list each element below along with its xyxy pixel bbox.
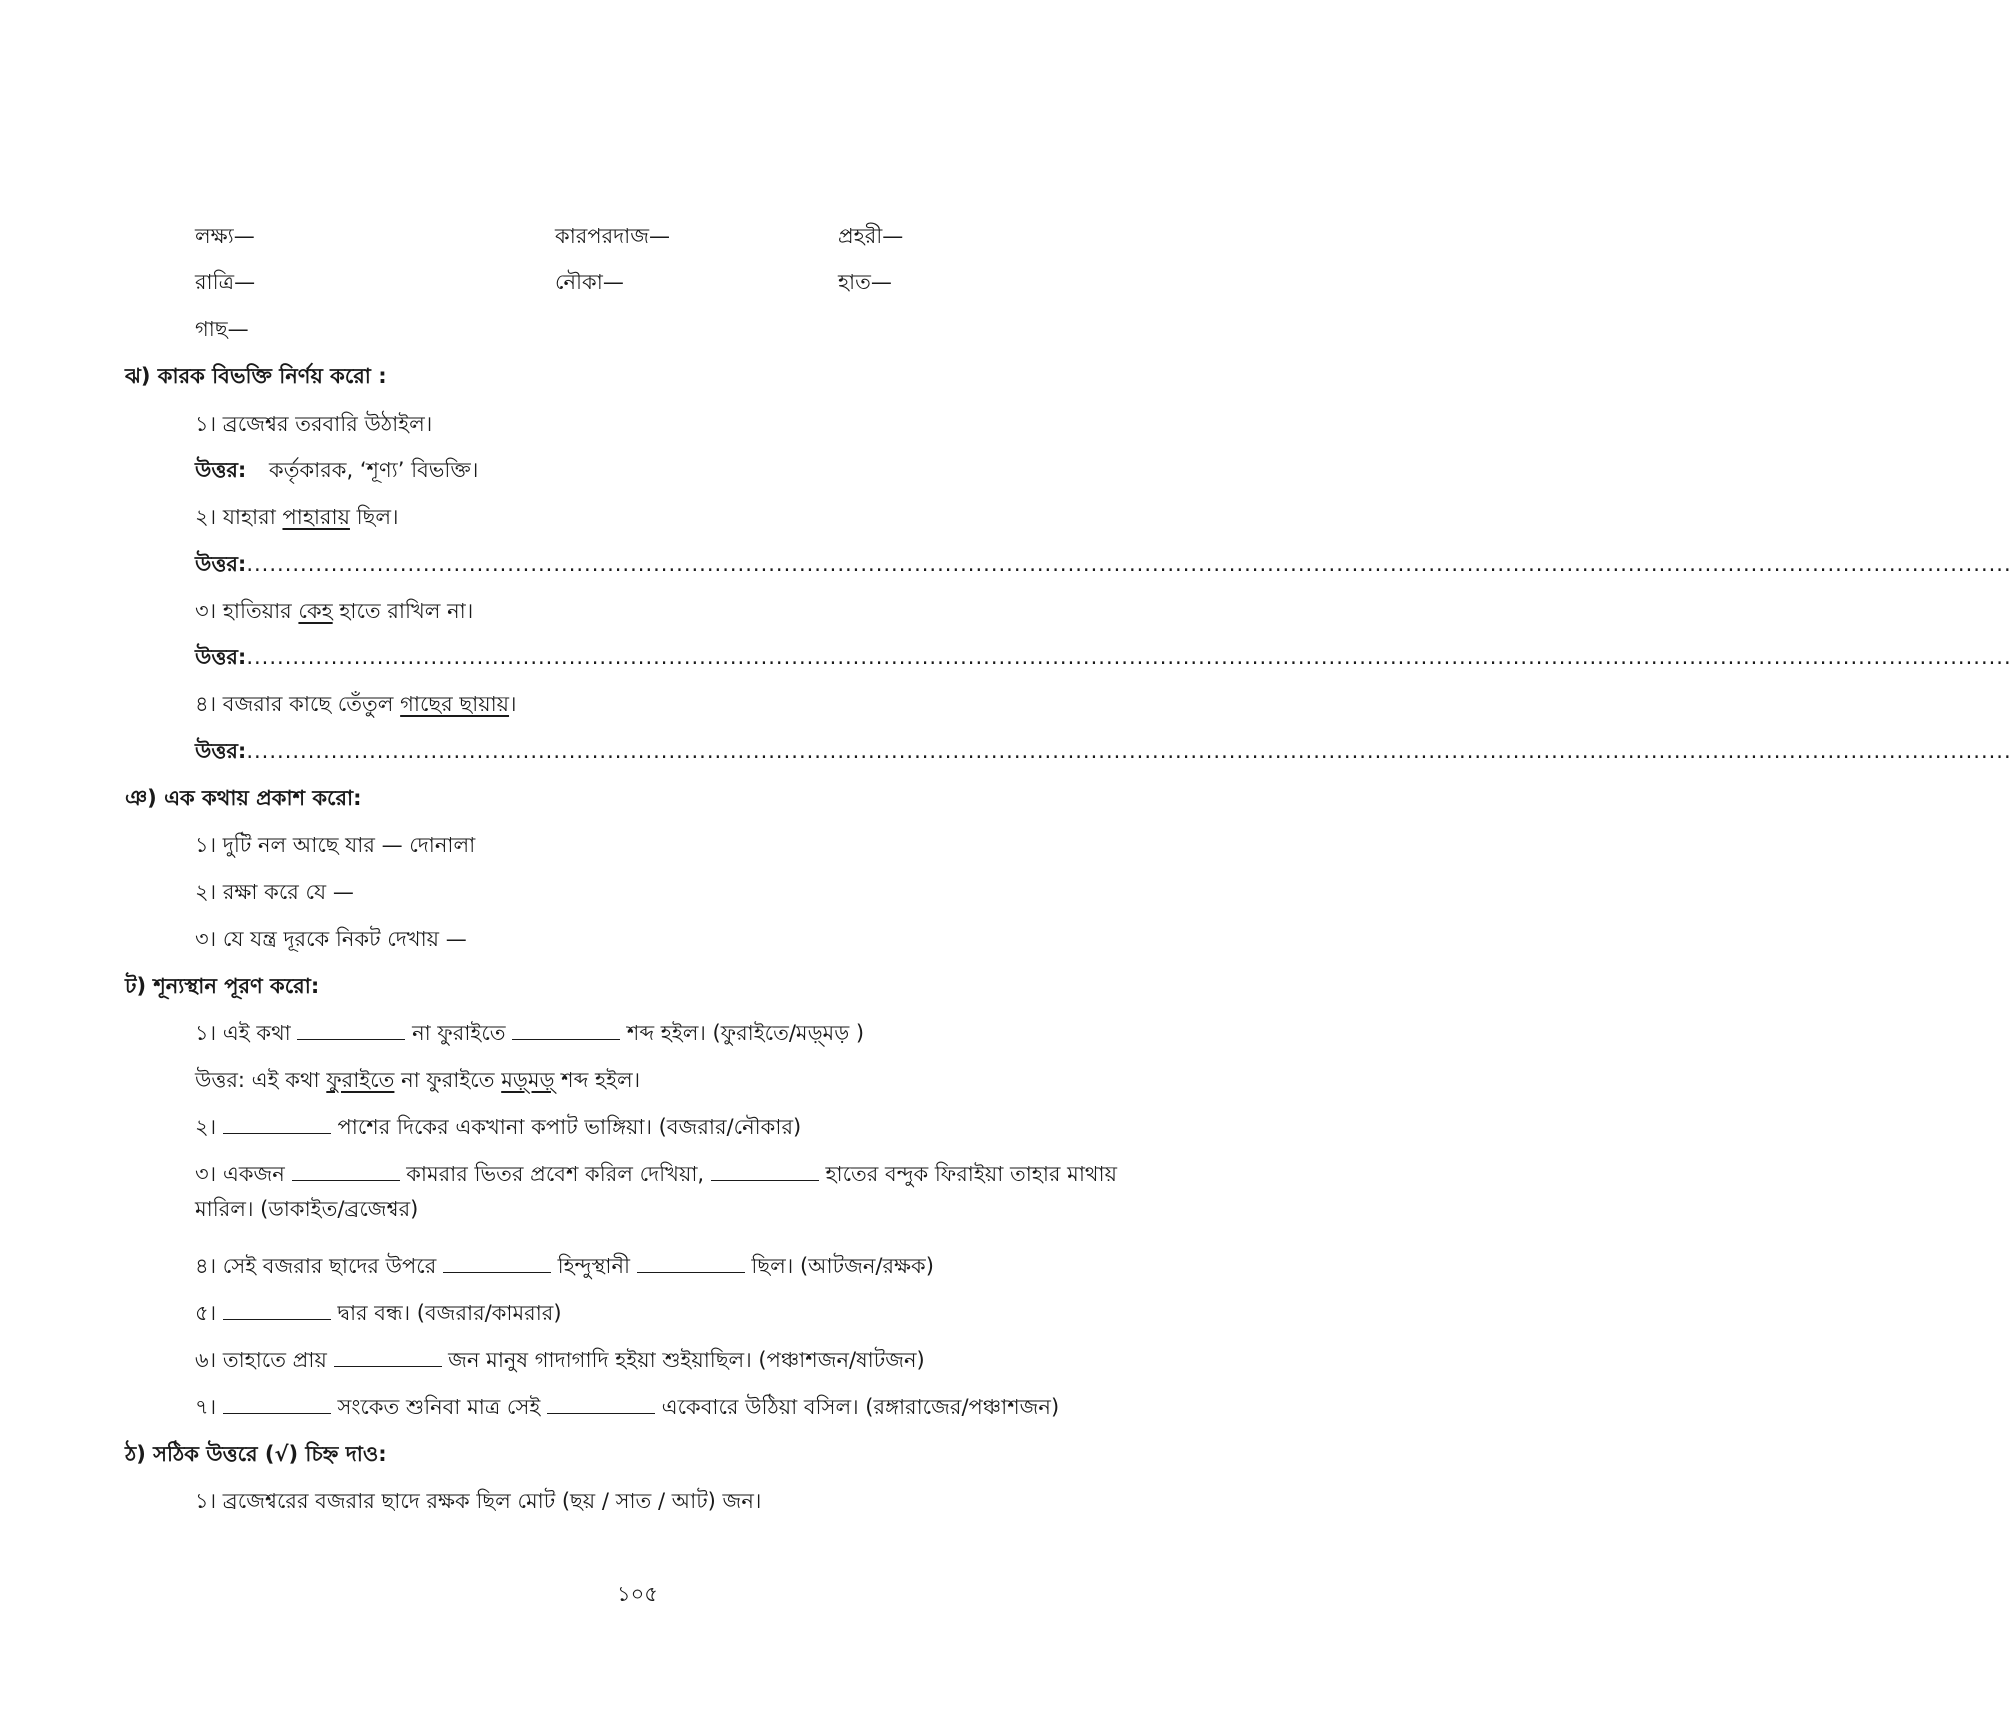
- q-text: না ফুরাইতে: [405, 1021, 513, 1045]
- q-text: দ্বার বন্ধ। (বজরার/কামরার): [330, 1301, 562, 1325]
- karak-answer-4: [195, 737, 2012, 765]
- a-text: শব্দ হইল।: [554, 1068, 641, 1092]
- blank-line: [223, 1301, 331, 1320]
- answer-label: উত্তর:: [195, 739, 247, 763]
- fill-question-1: [195, 1019, 864, 1047]
- ek-kothay-item-3: ৩। যে যন্ত্র দূরকে নিকট দেখায় —: [195, 927, 467, 951]
- q-text: ৪। সেই বজরার ছাদের উপরে: [195, 1254, 443, 1278]
- fill-question-6: [195, 1346, 925, 1374]
- word-lakkhya: লক্ষ্য—: [195, 224, 255, 248]
- word-prohori: প্রহরী—: [838, 224, 904, 248]
- q-text: শব্দ হইল। (ফুরাইতে/মড়্মড় ): [620, 1021, 865, 1045]
- q-text: ২। যাহারা: [195, 505, 283, 529]
- blank-line: [547, 1395, 655, 1414]
- fill-question-5: [195, 1299, 562, 1327]
- word-hat: হাত—: [838, 270, 892, 294]
- blank-line: [297, 1021, 405, 1040]
- fill-question-2: [195, 1113, 801, 1141]
- section-heading-karak: ঝ) কারক বিভক্তি নির্ণয় করো :: [125, 364, 387, 388]
- karak-answer-1: [195, 456, 478, 484]
- fill-question-4: [195, 1252, 934, 1280]
- q-text: ৭।: [195, 1395, 223, 1419]
- answer-label: উত্তর:: [195, 645, 247, 669]
- a-underlined: মড়্মড়্: [501, 1068, 555, 1092]
- q-text: ৩। একজন: [195, 1162, 292, 1186]
- ek-kothay-item-2: ২। রক্ষা করে যে —: [195, 880, 354, 904]
- blank-line: [334, 1348, 442, 1367]
- q-text: কামরার ভিতর প্রবেশ করিল দেখিয়া,: [399, 1162, 711, 1186]
- q-text: ৩। হাতিয়ার: [195, 599, 299, 623]
- fill-question-3-continued: মারিল। (ডাকাইত/ব্রজেশ্বর): [195, 1197, 419, 1221]
- blank-line: [711, 1162, 819, 1181]
- q-text: হাতে রাখিল না।: [332, 599, 474, 623]
- q-text: ৪। বজরার কাছে তেঁতুল: [195, 692, 401, 716]
- a-text: না ফুরাইতে: [394, 1068, 502, 1092]
- answer-label: উত্তর:: [195, 552, 247, 576]
- fill-answer-1: [195, 1066, 640, 1094]
- blank-line: [512, 1021, 620, 1040]
- q-text: ছিল।: [349, 505, 399, 529]
- word-nouka: নৌকা—: [555, 270, 624, 294]
- page-number: ১০৫: [617, 1582, 658, 1606]
- q-text: জন মানুষ গাদাগাদি হইয়া শুইয়াছিল। (পঞ্চাশজন/ষাটজন): [441, 1348, 925, 1372]
- q-text: ২।: [195, 1115, 223, 1139]
- q-text: ৫।: [195, 1301, 223, 1325]
- q-underlined: গাছের ছায়ায়: [400, 692, 510, 716]
- fill-question-3: [195, 1160, 1117, 1188]
- q-text: একেবারে উঠিয়া বসিল। (রঙ্গারাজের/পঞ্চাশজন): [654, 1395, 1060, 1419]
- blank-line: [443, 1254, 551, 1273]
- q-text: ।: [509, 692, 517, 716]
- blank-line: [223, 1115, 331, 1134]
- q-underlined: কেহ: [298, 599, 333, 623]
- ek-kothay-item-1: ১। দুটি নল আছে যার — দোনালা: [195, 833, 476, 857]
- blank-line: [223, 1395, 331, 1414]
- karak-question-1: ১। ব্রজেশ্বর তরবারি উঠাইল।: [195, 412, 433, 436]
- section-heading-sothik-uttor: ঠ) সঠিক উত্তরে (√) চিহ্ন দাও:: [125, 1442, 387, 1466]
- section-heading-ek-kothay: ঞ) এক কথায় প্রকাশ করো:: [125, 786, 362, 810]
- answer-dotted-line: ......................................................................................................................................................................................................................................: [246, 739, 2012, 763]
- q-text: ১। এই কথা: [195, 1021, 298, 1045]
- section-heading-shunyasthan: ট) শূন্যস্থান পূরণ করো:: [125, 974, 320, 998]
- q-text: ছিল। (আটজন/রক্ষক): [744, 1254, 934, 1278]
- karak-question-3: [195, 597, 473, 625]
- q-text: ৬। তাহাতে প্রায়: [195, 1348, 334, 1372]
- fill-question-7: [195, 1393, 1059, 1421]
- word-karpardaj: কারপরদাজ—: [555, 224, 671, 248]
- q-underlined: পাহারায়: [282, 505, 350, 529]
- karak-question-2: [195, 503, 399, 531]
- karak-question-4: [195, 690, 517, 718]
- answer-dotted-line: ......................................................................................................................................................................................................................................: [246, 645, 2012, 669]
- a-underlined: ফুরাইতে: [326, 1068, 395, 1092]
- karak-answer-3: [195, 643, 2012, 671]
- q-text: হাতের বন্দুক ফিরাইয়া তাহার মাথায়: [818, 1162, 1117, 1186]
- karak-answer-2: [195, 550, 2012, 578]
- tick-question-1: ১। ব্রজেশ্বরের বজরার ছাদে রক্ষক ছিল মোট (ছয় / সাত / আট) জন।: [195, 1489, 762, 1513]
- answer-label: উত্তর:: [195, 458, 247, 482]
- blank-line: [637, 1254, 745, 1273]
- q-text: হিন্দুস্থানী: [550, 1254, 637, 1278]
- a-text: উত্তর: এই কথা: [195, 1068, 327, 1092]
- blank-line: [292, 1162, 400, 1181]
- answer-dotted-line: ......................................................................................................................................................................................................................................: [246, 552, 2012, 576]
- word-ratri: রাত্রি—: [195, 270, 256, 294]
- word-gachh: গাছ—: [195, 317, 249, 341]
- q-text: পাশের দিকের একখানা কপাট ভাঙ্গিয়া। (বজরার/নৌকার): [330, 1115, 802, 1139]
- answer-text: কর্তৃকারক, ‘শূণ্য’ বিভক্তি।: [269, 458, 479, 482]
- q-text: সংকেত শুনিবা মাত্র সেই: [330, 1395, 547, 1419]
